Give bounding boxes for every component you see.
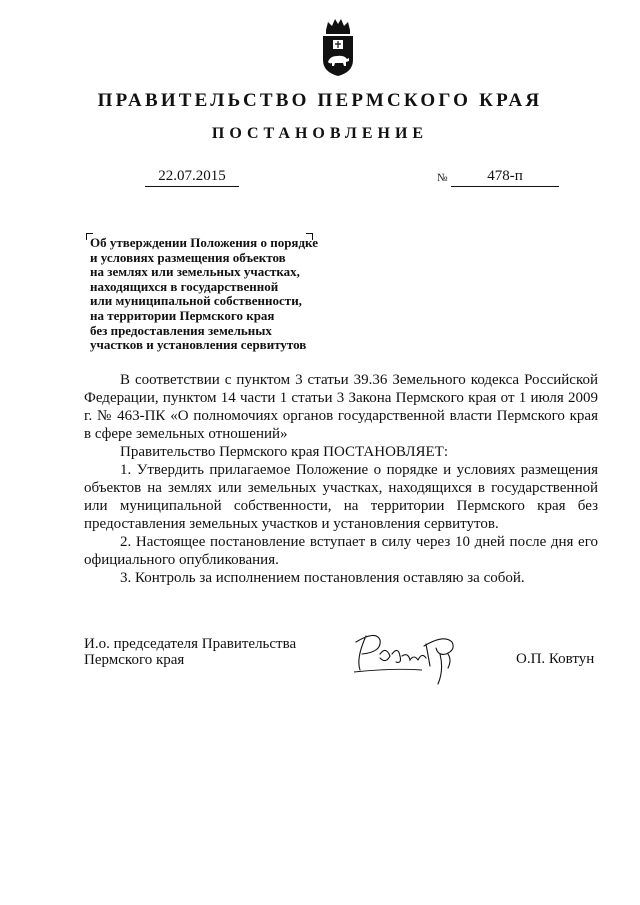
document-type: ПОСТАНОВЛЕНИЕ [211,125,429,142]
signatory-role [84,637,296,668]
document-subject [90,236,380,353]
clause-2: 2. Настоящее постановление вступает в силу через 10 дней после дня его официального опубликования. [84,534,598,568]
document-number: 478-п [451,168,559,187]
subject-line: Об утверждении Положения о порядке [90,235,318,250]
clause-1: 1. Утвердить прилагаемое Положение о порядке и условиях размещения объектов на землях или земельных участках, находящихся в государственной или муниципальной собственности, на территории Пермского края без предоставления земельных участков и установления сервитутов. [84,462,598,532]
document-date: 22.07.2015 [145,168,239,187]
handwritten-signature [352,624,468,688]
subject-line: на землях или земельных участках, [90,264,300,280]
signatory-role-line: И.о. председателя Правительства [84,636,297,652]
subject-line: без предоставления земельных [90,322,272,338]
clause-3: 3. Контроль за исполнением постановления оставляю за собой. [120,570,525,586]
perm-krai-coat-of-arms-icon [318,16,358,78]
subject-line: участков и установления сервитутов [90,337,307,353]
document-body [84,371,598,587]
resolution-paragraph: Правительство Пермского края ПОСТАНОВЛЯЕТ: [120,444,449,460]
signatory-name: О.П. Ковтун [516,651,595,667]
subject-line: и условиях размещения объектов [90,249,286,265]
subject-line: или муниципальной собственности, [90,293,302,309]
preamble-paragraph: В соответствии с пунктом 3 статьи 39.36 Земельного кодекса Российской Федерации, пунктом 14 части 1 статьи 3 Закона Пермского края от 1 июля 2009 г. № 463-ПК «О полномочиях органов государственной власти Пермского края в сфере земельных отношений» [84,372,598,442]
number-label: № [437,172,448,184]
subject-line: на территории Пермского края [90,307,275,323]
subject-line: находящихся в государственной [90,278,279,294]
government-title: ПРАВИТЕЛЬСТВО ПЕРМСКОГО КРАЯ [97,90,543,111]
signatory-role-line: Пермского края [84,651,185,668]
